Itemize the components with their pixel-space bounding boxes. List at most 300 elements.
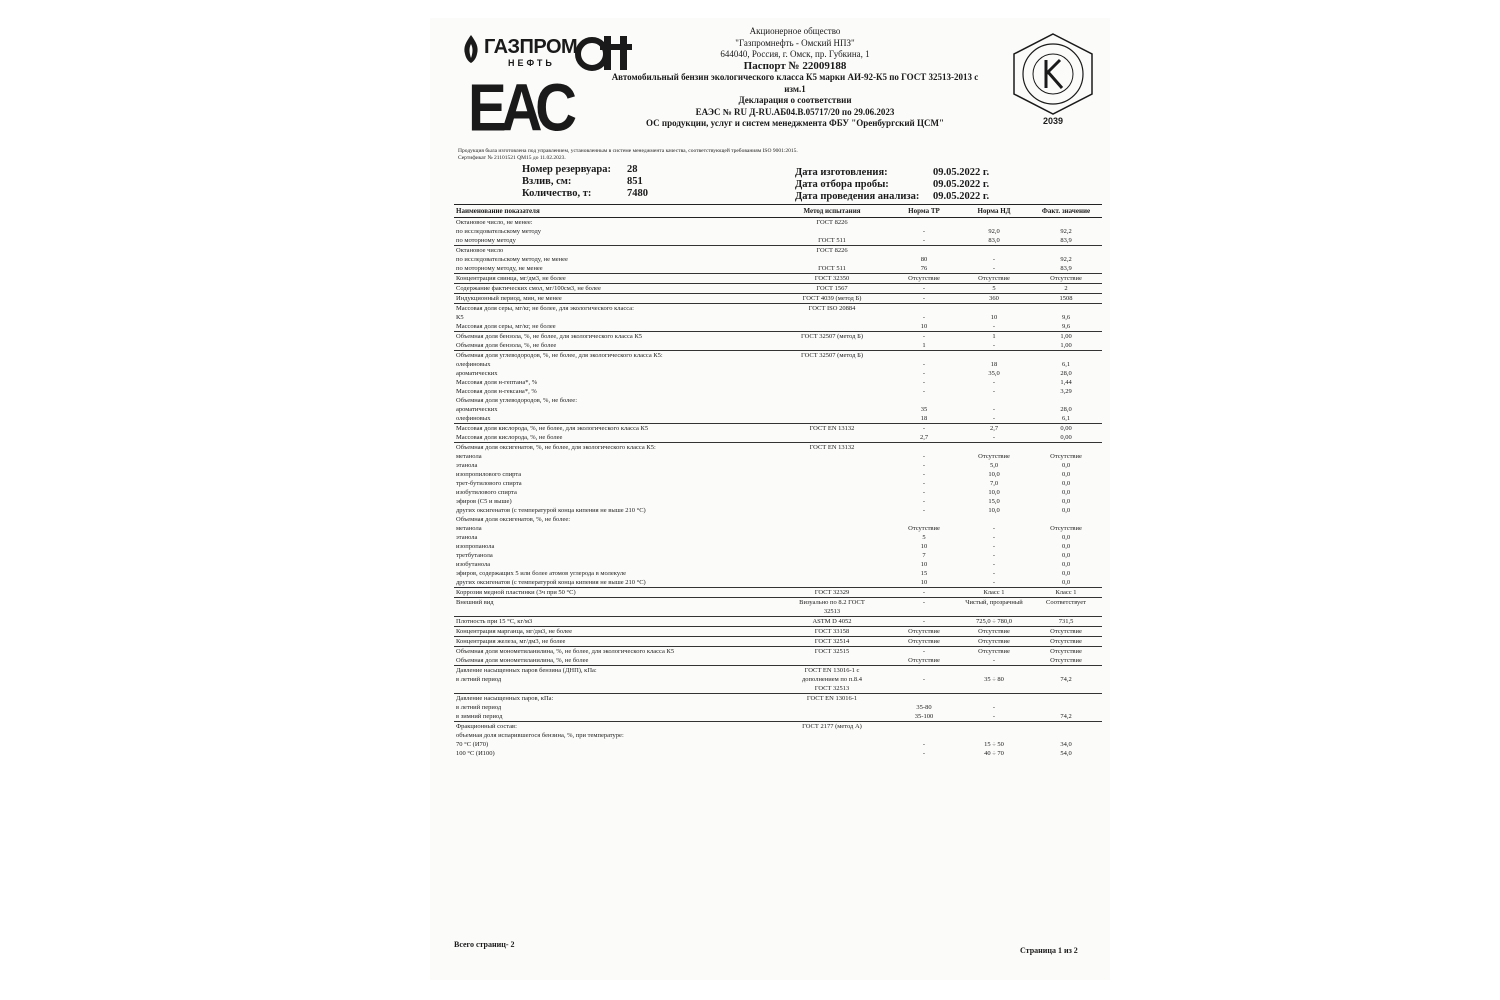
cell-norm-tr xyxy=(890,666,958,676)
table-row xyxy=(454,578,1102,588)
cell-norm-tr: - xyxy=(922,462,926,469)
table-row xyxy=(454,731,1102,740)
table-row xyxy=(454,351,1102,361)
table-row xyxy=(454,360,1102,369)
table-row xyxy=(454,322,1102,332)
flame-icon xyxy=(460,34,482,64)
cell-method xyxy=(774,656,890,666)
cell-norm-nd: Отсутствие xyxy=(958,274,1030,284)
cell-name: изопропилового спирта xyxy=(456,471,522,478)
cell-norm-nd: 10,0 xyxy=(988,471,1000,478)
cell-method xyxy=(774,533,890,542)
cell-norm-tr: 35-100 xyxy=(890,712,958,722)
cell-norm-nd: 725,0 ÷ 780,0 xyxy=(958,617,1030,627)
cell-norm-tr: 7 xyxy=(922,552,926,559)
cell-norm-nd: 83,0 xyxy=(958,236,1030,246)
table-row xyxy=(454,607,1102,617)
table-row xyxy=(454,488,1102,497)
table-row xyxy=(454,236,1102,246)
cell-norm-nd: - xyxy=(992,379,996,386)
col-header-norm-nd: Норма НД xyxy=(958,205,1030,218)
cell-fact: 28,0 xyxy=(1060,406,1072,413)
cell-norm-tr xyxy=(890,218,958,228)
cell-norm-nd: - xyxy=(992,256,996,263)
cell-norm-tr xyxy=(890,731,958,740)
cell-method: ГОСТ 32515 xyxy=(814,648,850,655)
table-row xyxy=(454,749,1102,758)
neft-wordmark: НЕФТЬ xyxy=(508,58,555,68)
cell-norm-tr: - xyxy=(922,471,926,478)
cell-name: Объемная доля оксигенатов, %, не более, для экологического класса К5: xyxy=(456,444,656,451)
table-row xyxy=(454,443,1102,453)
cell-name: Объемная доля углеводородов, %, не более, для экологического класса К5: xyxy=(456,352,663,359)
cell-fact: 0,0 xyxy=(1061,462,1071,469)
document-header xyxy=(580,26,1010,130)
cell-norm-tr: Отсутствие xyxy=(890,637,958,647)
cell-fact: 0,0 xyxy=(1061,498,1071,505)
cell-norm-nd xyxy=(958,443,1030,453)
table-row xyxy=(454,588,1102,598)
cell-norm-tr: - xyxy=(922,370,926,377)
cell-method: ГОСТ 8226 xyxy=(816,247,848,254)
cell-name: Массовая доля кислорода, %, не более xyxy=(454,433,774,443)
cell-method xyxy=(774,470,890,479)
cell-method xyxy=(774,227,890,236)
cell-norm-tr: 2,7 xyxy=(890,433,958,443)
certification-stamp xyxy=(1010,32,1096,132)
cell-method xyxy=(774,369,890,378)
table-row xyxy=(454,524,1102,533)
cell-fact xyxy=(1030,218,1102,228)
cell-method xyxy=(774,731,890,740)
cell-method xyxy=(774,452,890,461)
cell-norm-nd: 10,0 xyxy=(988,507,1000,514)
cell-name: третбутанола xyxy=(456,552,493,559)
cell-norm-nd: - xyxy=(992,704,996,711)
cell-method xyxy=(774,542,890,551)
cell-fact: Отсутствие xyxy=(1050,525,1082,532)
cell-name: Объемная доля бензола, %, не более, для экологического класса К5 xyxy=(456,333,643,340)
cell-norm-nd: Отсутствие xyxy=(978,453,1010,460)
cell-norm-nd: - xyxy=(992,570,996,577)
company-address: 644040, Россия, г. Омск, пр. Губкина, 1 xyxy=(720,49,870,59)
company-name: "Газпромнефть - Омский НПЗ" xyxy=(735,37,855,48)
cell-fact xyxy=(1030,722,1102,732)
cell-name: Объемная доля монометиланилина, %, не более, для экологического класса К5 xyxy=(456,648,675,655)
cell-name: Объемная доля бензола, %, не более xyxy=(454,341,774,351)
table-row xyxy=(454,255,1102,264)
cell-fact: 2 xyxy=(1030,284,1102,294)
cell-method: ГОСТ 33158 xyxy=(774,627,890,637)
cell-method xyxy=(774,461,890,470)
cell-norm-nd xyxy=(958,694,1030,704)
cell-name: по моторному методу xyxy=(454,236,774,246)
cell-method xyxy=(774,387,890,396)
table-row xyxy=(454,533,1102,542)
cell-norm-nd: 7,0 xyxy=(989,480,999,487)
cell-norm-tr xyxy=(890,304,958,314)
table-row xyxy=(454,378,1102,387)
cell-fact: 0,00 xyxy=(1060,425,1072,432)
declaration-title: Декларация о соответствии xyxy=(738,95,852,105)
results-table xyxy=(454,204,1102,758)
table-row xyxy=(454,304,1102,314)
manufacture-date: Дата изготовления: 09.05.2022 г. xyxy=(795,167,990,178)
table-row xyxy=(454,656,1102,666)
passport-number: Паспорт № 22009188 xyxy=(743,59,847,72)
cell-fact: Класс 1 xyxy=(1030,588,1102,598)
table-row xyxy=(454,627,1102,637)
cell-name: Объемная доля монометиланилина, %, не более xyxy=(454,656,774,666)
tank-info xyxy=(522,164,722,200)
cell-norm-nd: - xyxy=(992,534,996,541)
cell-norm-nd: 10 xyxy=(990,314,998,321)
col-header-norm-tr: Норма ТР xyxy=(890,205,958,218)
cell-fact: Соответствует xyxy=(1046,599,1086,606)
cell-norm-nd: - xyxy=(992,406,996,413)
cell-norm-tr: - xyxy=(922,498,926,505)
cell-norm-nd xyxy=(958,304,1030,314)
cell-norm-tr xyxy=(890,684,958,694)
cell-fact: 0,0 xyxy=(1061,534,1071,541)
cell-norm-tr: 10 xyxy=(890,322,958,332)
cell-norm-nd: - xyxy=(958,656,1030,666)
cell-fact xyxy=(1030,666,1102,676)
cell-norm-tr: - xyxy=(922,507,926,514)
cell-method xyxy=(774,569,890,578)
cell-method xyxy=(774,488,890,497)
cell-name: объемная доля испарившегося бензина, %, при температуре: xyxy=(456,732,624,739)
cell-fact xyxy=(1030,703,1102,712)
cell-norm-nd xyxy=(958,396,1030,405)
cell-fact: 1,44 xyxy=(1060,379,1072,386)
cell-fact xyxy=(1030,396,1102,405)
cell-norm-nd xyxy=(958,607,1030,617)
table-row xyxy=(454,479,1102,488)
cell-name: Концентрация марганца, мг/дм3, не более xyxy=(454,627,774,637)
cell-method xyxy=(774,341,890,351)
cell-name: эфиров (C5 и выше) xyxy=(456,498,512,505)
cell-method: ГОСТ ISO 20884 xyxy=(808,305,856,312)
cell-norm-tr: - xyxy=(922,599,926,606)
cell-fact: Отсутствие xyxy=(1050,453,1082,460)
cell-fact xyxy=(1030,694,1102,704)
cell-norm-tr xyxy=(890,515,958,524)
cell-norm-nd: - xyxy=(958,322,1030,332)
product-name-cont: изм.1 xyxy=(784,83,806,94)
cell-norm-tr: - xyxy=(890,617,958,627)
cell-name: Давление насыщенных паров бензина (ДНП), кПа: xyxy=(456,667,597,674)
cell-name: Плотность при 15 °C, кг/м3 xyxy=(454,617,774,627)
cell-norm-nd: 35,0 xyxy=(988,370,1000,377)
cell-norm-nd: - xyxy=(958,712,1030,722)
table-row xyxy=(454,433,1102,443)
cell-method xyxy=(774,360,890,369)
cell-norm-tr: 15 xyxy=(920,570,928,577)
cell-norm-nd xyxy=(958,351,1030,361)
cell-method: Визуально по 8.2 ГОСТ xyxy=(799,599,865,606)
cell-method: ГОСТ 32507 (метод Б) xyxy=(801,333,863,340)
table-row xyxy=(454,405,1102,414)
table-row xyxy=(454,740,1102,749)
cell-fact: 0,0 xyxy=(1061,507,1071,514)
cell-fact: 74,2 xyxy=(1030,712,1102,722)
cell-norm-nd xyxy=(958,515,1030,524)
cell-fact: Отсутствие xyxy=(1030,627,1102,637)
table-row xyxy=(454,264,1102,274)
cell-method xyxy=(774,524,890,533)
cell-name: Массовая доля н-гептана*, % xyxy=(456,379,538,386)
cell-method: ГОСТ 32513 xyxy=(774,684,890,694)
cell-method xyxy=(774,322,890,332)
cell-fact: 9,6 xyxy=(1061,314,1071,321)
cell-method xyxy=(774,378,890,387)
table-row xyxy=(454,551,1102,560)
cell-fact: 1,00 xyxy=(1060,333,1072,340)
cell-name: Массовая доля серы, мг/кг, не более xyxy=(454,322,774,332)
sampling-date: Дата отбора пробы: 09.05.2022 г. xyxy=(795,179,990,190)
table-row xyxy=(454,369,1102,378)
cell-name: Объемная доля углеводородов, %, не более: xyxy=(456,397,577,404)
cell-name: метанола xyxy=(456,453,482,460)
stamp-year: 2039 xyxy=(1042,116,1064,126)
cell-name: Объемная доля оксигенатов, %, не более: xyxy=(456,516,571,523)
table-header-row xyxy=(454,205,1102,218)
cell-norm-tr: - xyxy=(922,379,926,386)
cell-norm-nd xyxy=(958,722,1030,732)
cell-norm-nd xyxy=(958,666,1030,676)
cell-norm-tr: - xyxy=(922,676,926,683)
table-row xyxy=(454,506,1102,515)
cell-norm-nd: Отсутствие xyxy=(958,627,1030,637)
cell-fact xyxy=(1030,515,1102,524)
cell-method xyxy=(774,255,890,264)
cell-fact: 0,0 xyxy=(1061,543,1071,550)
table-row xyxy=(454,218,1102,228)
cell-norm-tr: 5 xyxy=(922,534,926,541)
cell-method xyxy=(774,749,890,758)
cell-norm-tr xyxy=(890,351,958,361)
table-row xyxy=(454,598,1102,608)
cell-norm-nd: - xyxy=(958,414,1030,424)
cell-method: ГОСТ 511 xyxy=(774,236,890,246)
cell-name: Массовая доля н-гексана*, % xyxy=(456,388,537,395)
cell-method xyxy=(774,396,890,405)
cell-method: ГОСТ EN 13016-1 с xyxy=(804,667,860,674)
cell-name: изобутанола xyxy=(456,561,491,568)
cell-norm-nd: 5,0 xyxy=(989,462,999,469)
cell-fact: 0,00 xyxy=(1030,433,1102,443)
cell-norm-tr: 10 xyxy=(920,561,928,568)
cell-method xyxy=(774,712,890,722)
cell-fact xyxy=(1030,443,1102,453)
analysis-date: Дата проведения анализа: 09.05.2022 г. xyxy=(795,191,990,202)
cell-method xyxy=(774,703,890,712)
cell-norm-tr: Отсутствие xyxy=(908,525,940,532)
cell-method: ГОСТ EN 13016-1 xyxy=(806,695,858,702)
cell-norm-tr: 18 xyxy=(890,414,958,424)
cell-name: Массовая доля серы, мг/кг, не более, для экологического класса: xyxy=(456,305,634,312)
cell-name: этанола xyxy=(456,462,478,469)
cell-norm-tr xyxy=(890,246,958,256)
cell-name: Индукционный период, мин, не менее xyxy=(454,294,774,304)
cell-fact: 0,0 xyxy=(1061,570,1071,577)
cell-name: Октановое число, не менее: xyxy=(456,219,533,226)
col-header-method: Метод испытания xyxy=(774,205,890,218)
cell-fact: 74,2 xyxy=(1060,676,1072,683)
page-number: Страница 1 из 2 xyxy=(1020,946,1078,955)
cell-name: ароматических xyxy=(456,370,498,377)
cell-norm-nd: - xyxy=(992,388,996,395)
cell-norm-nd: 360 xyxy=(958,294,1030,304)
quality-note: Продукция была изготовлена под управлением, установленным в системе менеджмента качества, соответствующей требованиям ISO 9001:2015. Сертификат № 21101521 QM15 до 11.02.2023. xyxy=(458,148,798,161)
cell-norm-tr: - xyxy=(922,480,926,487)
cell-fact: 28,0 xyxy=(1060,370,1072,377)
cell-fact: 0,0 xyxy=(1061,552,1071,559)
cell-name: в зимний период xyxy=(454,712,774,722)
cell-method: ГОСТ EN 13132 xyxy=(809,444,855,451)
table-row xyxy=(454,647,1102,657)
cell-norm-tr: - xyxy=(922,750,926,757)
cell-norm-nd: - xyxy=(992,561,996,568)
cell-fact: 92,2 xyxy=(1060,228,1072,235)
cell-name: в летний период xyxy=(456,704,502,711)
cell-norm-nd: - xyxy=(992,525,996,532)
cell-norm-nd: Отсутствие xyxy=(958,637,1030,647)
cell-name: метанола xyxy=(456,525,482,532)
cell-method xyxy=(774,433,890,443)
cell-name xyxy=(454,684,774,694)
cell-norm-tr: - xyxy=(922,489,926,496)
table-row xyxy=(454,313,1102,322)
cell-name: 100 °C (И100) xyxy=(456,750,495,757)
cell-name: ароматических xyxy=(456,406,498,413)
cell-name: Концентрация железа, мг/дм3, не более xyxy=(454,637,774,647)
cell-norm-nd xyxy=(958,246,1030,256)
table-row xyxy=(454,424,1102,434)
cell-norm-tr: Отсутствие xyxy=(890,627,958,637)
cell-norm-nd: - xyxy=(992,552,996,559)
cell-norm-tr: - xyxy=(922,741,926,748)
company-type: Акционерное общество xyxy=(749,26,841,36)
cell-method: ГОСТ 2177 (метод А) xyxy=(802,723,862,730)
cell-method xyxy=(774,506,890,515)
cell-method: ASTM D 4052 xyxy=(774,617,890,627)
cell-fact: 6,1 xyxy=(1061,361,1071,368)
cell-name: по исследовательскому методу, не менее xyxy=(456,256,568,263)
cell-name: в летний период xyxy=(456,676,502,683)
cell-norm-nd: - xyxy=(958,578,1030,588)
cell-norm-tr: - xyxy=(922,453,926,460)
table-row xyxy=(454,515,1102,524)
cell-fact: 0,0 xyxy=(1061,471,1071,478)
cell-fact xyxy=(1030,607,1102,617)
cell-method: ГОСТ 8226 xyxy=(816,219,848,226)
table-row xyxy=(454,332,1102,342)
cell-norm-tr: - xyxy=(922,314,926,321)
cell-name: других оксигенатов (с температурой конца кипения не выше 210 °C) xyxy=(456,507,646,514)
cell-fact: 83,9 xyxy=(1030,236,1102,246)
table-row xyxy=(454,637,1102,647)
cell-name: олефиновых xyxy=(454,414,774,424)
cell-method xyxy=(774,313,890,322)
table-row xyxy=(454,470,1102,479)
cell-fact: 83,9 xyxy=(1030,264,1102,274)
cell-norm-nd: 2,7 xyxy=(989,425,999,432)
cell-method: ГОСТ 1567 xyxy=(774,284,890,294)
cell-name: эфиров, содержащих 5 или более атомов углерода в молекуле xyxy=(456,570,626,577)
table-row xyxy=(454,284,1102,294)
cell-norm-tr: - xyxy=(922,425,926,432)
cell-norm-tr: - xyxy=(922,648,926,655)
col-header-name: Наименование показателя xyxy=(454,205,774,218)
cell-method xyxy=(774,497,890,506)
cell-fact xyxy=(1030,731,1102,740)
cell-fact: Отсутствие xyxy=(1030,656,1102,666)
cell-name: по исследовательскому методу xyxy=(456,228,542,235)
table-row xyxy=(454,722,1102,732)
cell-name: этанола xyxy=(456,534,478,541)
cell-fact xyxy=(1030,304,1102,314)
cell-method xyxy=(774,414,890,424)
table-row xyxy=(454,684,1102,694)
table-row xyxy=(454,341,1102,351)
cell-norm-tr: Отсутствие xyxy=(890,274,958,284)
cell-fact: 1508 xyxy=(1030,294,1102,304)
cell-norm-nd: 15 ÷ 50 xyxy=(984,741,1004,748)
cell-fact: 0,0 xyxy=(1061,480,1071,487)
table-row xyxy=(454,617,1102,627)
cell-method xyxy=(774,740,890,749)
cell-norm-tr: - xyxy=(890,236,958,246)
cell-name: других оксигенатов (с температурой конца кипения не выше 210 °C) xyxy=(454,578,774,588)
total-pages: Всего страниц- 2 xyxy=(454,940,515,949)
cell-name: Содержание фактических смол, мг/100см3, не более xyxy=(454,284,774,294)
cell-norm-nd: Чистый, прозрачный xyxy=(965,599,1023,606)
table-row xyxy=(454,396,1102,405)
cell-norm-tr: 35 xyxy=(920,406,928,413)
cell-name: Октановое число xyxy=(456,247,504,254)
col-header-fact: Факт. значение xyxy=(1030,205,1102,218)
declaration-number: ЕАЭС № RU Д-RU.АБ04.В.05717/20 по 29.06.2023 xyxy=(695,106,895,117)
cell-method: ГОСТ 32350 xyxy=(774,274,890,284)
cell-norm-nd: 35 ÷ 80 xyxy=(984,676,1004,683)
cell-fact: 6,1 xyxy=(1030,414,1102,424)
cell-fact: 1,00 xyxy=(1030,341,1102,351)
cell-name xyxy=(454,607,774,617)
cell-fact xyxy=(1030,246,1102,256)
cell-name: изопропанола xyxy=(456,543,495,550)
cell-fact: 54,0 xyxy=(1060,750,1072,757)
cell-norm-nd: 18 xyxy=(990,361,998,368)
cell-name: Массовая доля кислорода, %, не более, для экологического класса К5 xyxy=(456,425,649,432)
cell-name: Коррозия медной пластинки (3ч при 50 °C) xyxy=(454,588,774,598)
cell-name: Концентрация свинца, мг/дм3, не более xyxy=(454,274,774,284)
cell-norm-nd: Класс 1 xyxy=(958,588,1030,598)
cell-method: ГОСТ 4039 (метод Б) xyxy=(774,294,890,304)
cell-fact xyxy=(1030,351,1102,361)
cell-method: 32513 xyxy=(774,607,890,617)
cell-fact: 731,5 xyxy=(1030,617,1102,627)
table-row xyxy=(454,542,1102,551)
table-row xyxy=(454,497,1102,506)
gazprom-wordmark: ГАЗПРОМ xyxy=(484,36,578,58)
cell-method: ГОСТ 32329 xyxy=(774,588,890,598)
cell-fact: 92,2 xyxy=(1060,256,1072,263)
table-row xyxy=(454,703,1102,712)
cell-method xyxy=(774,479,890,488)
date-info xyxy=(795,167,1035,203)
